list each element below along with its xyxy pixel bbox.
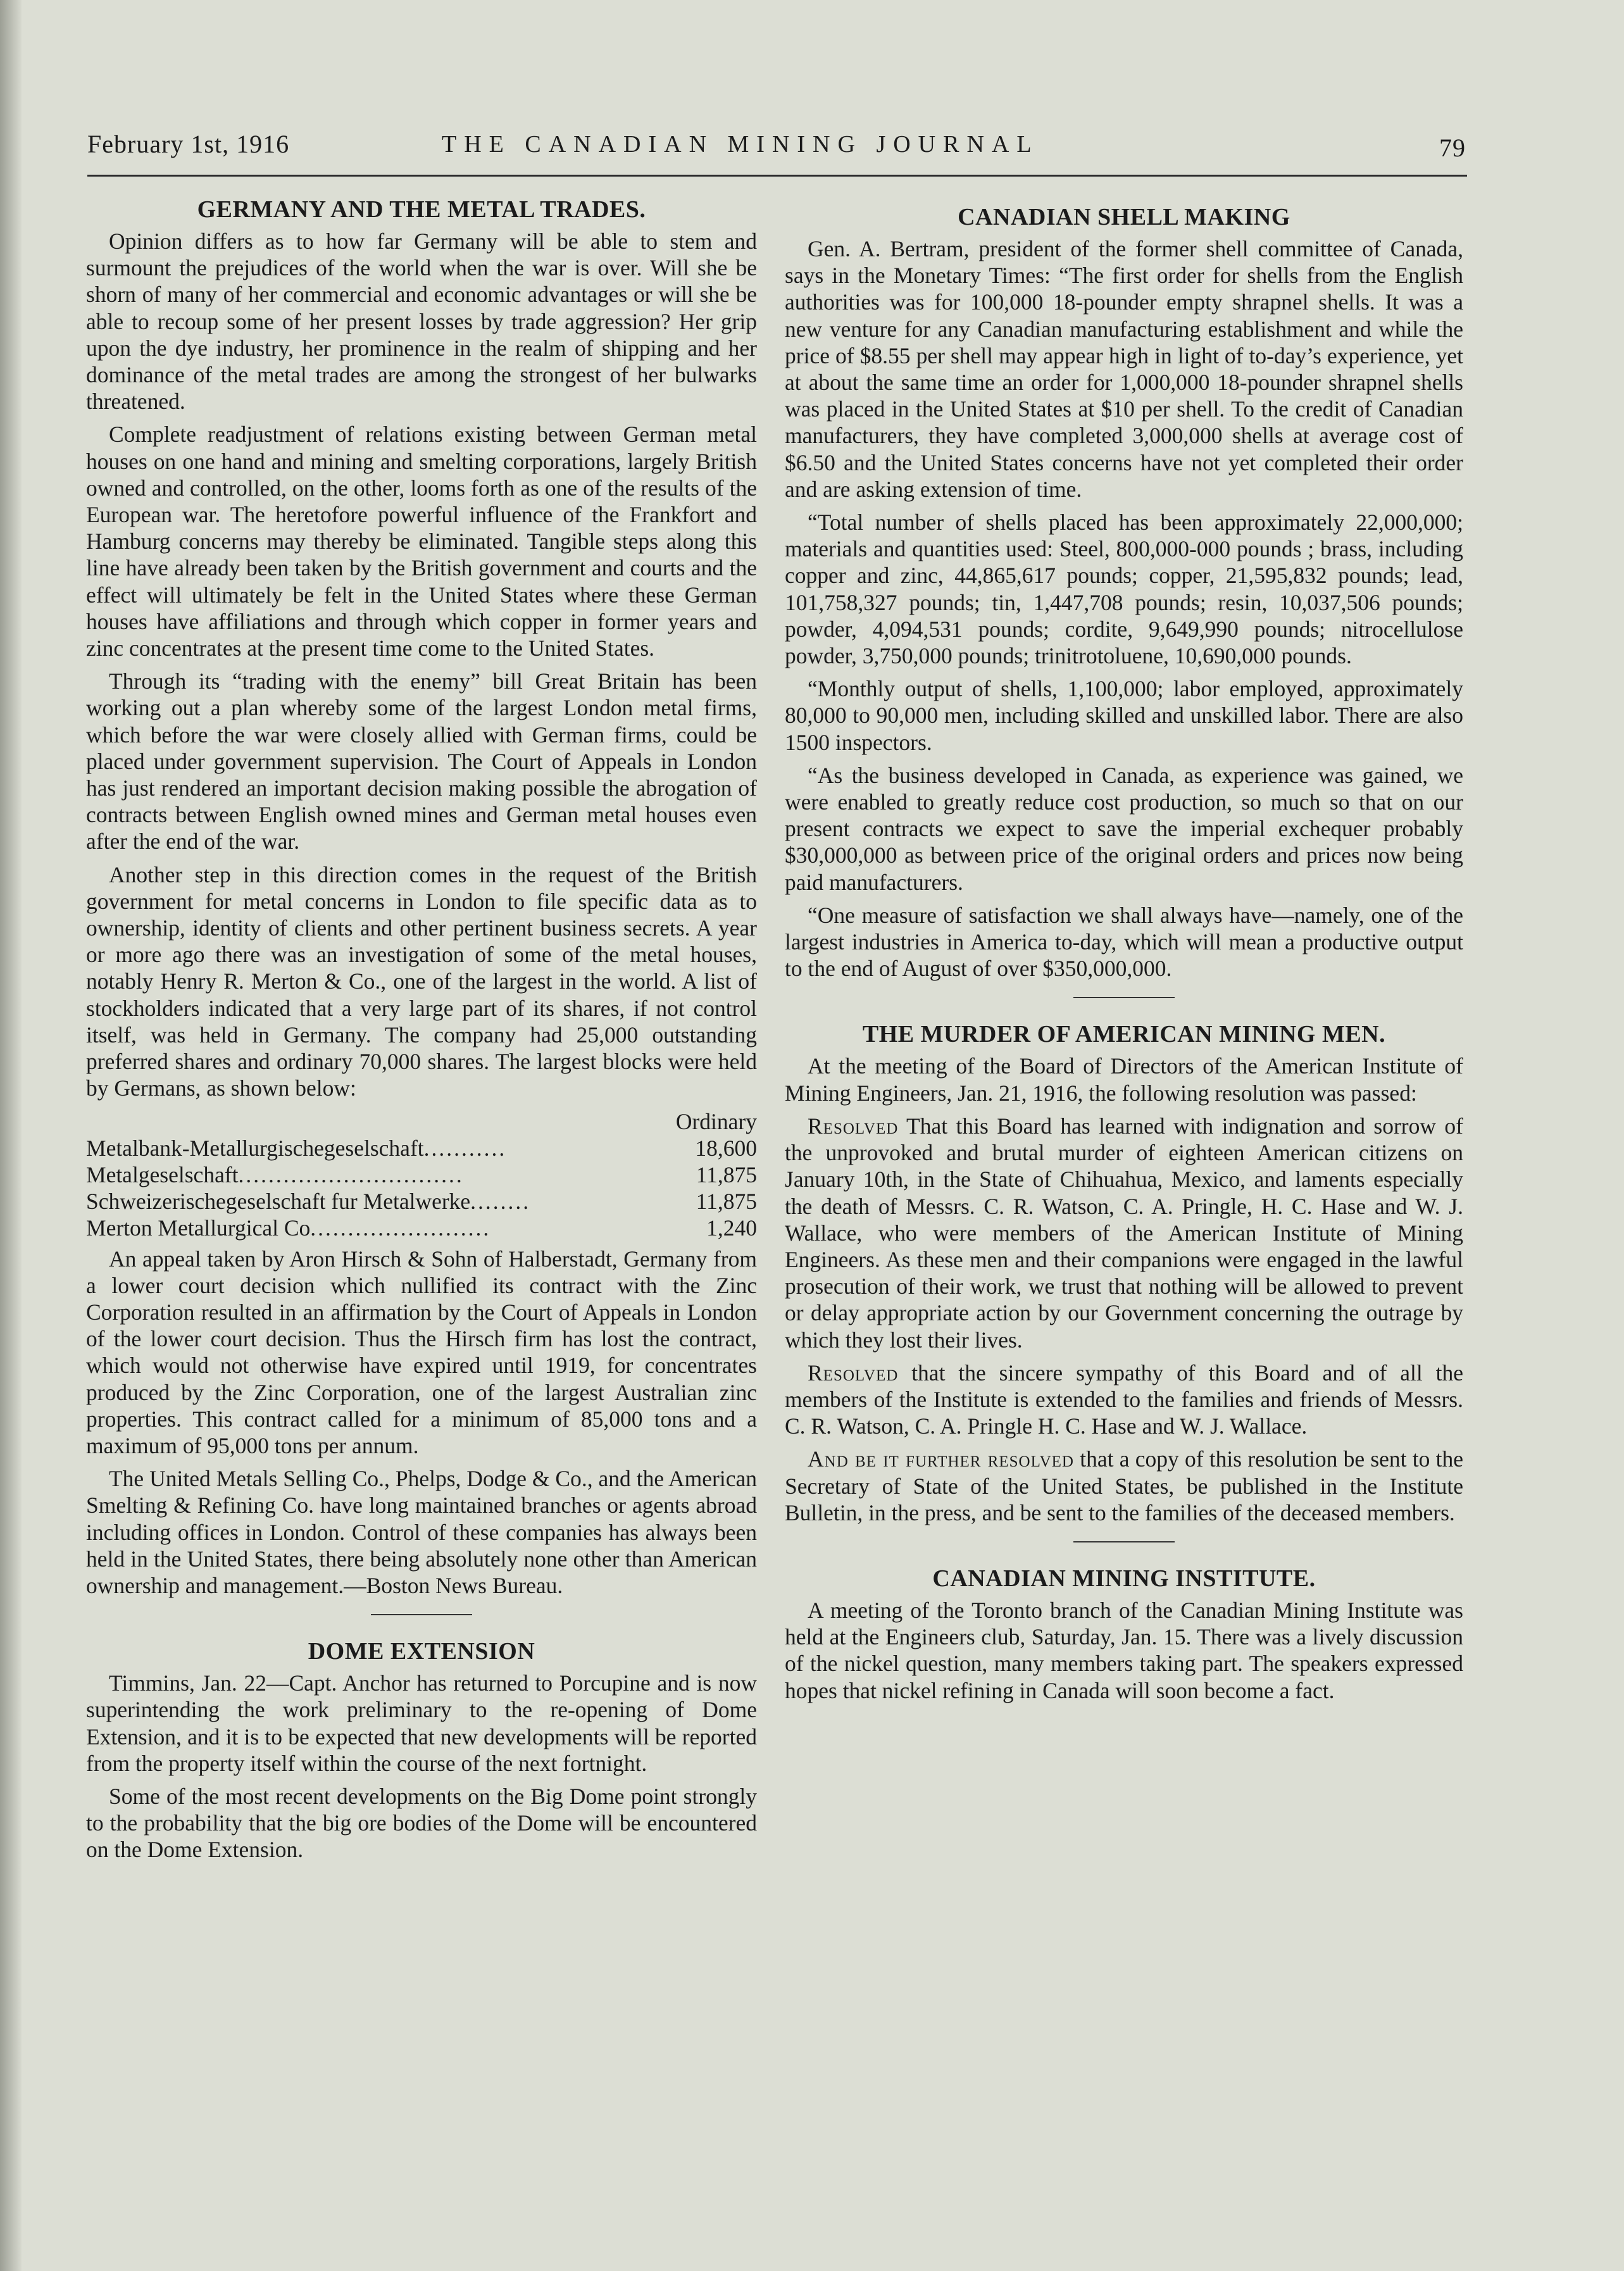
article-germany-metal-trades [86,195,757,1599]
holder-shares: 18,600 [695,1135,757,1161]
holder-name: Merton Metallurgical Co [86,1215,311,1241]
paragraph: “As the business developed in Canada, as experience was gained, we were enabled to greatly reduce cost production, so much so that on our present contracts we expect to save the imperial exchequer probably $30,000,000 as between price of the original orders and prices now being paid manufacturers. [785,762,1463,895]
paragraph: The United Metals Selling Co., Phelps, Dodge & Co., and the American Smelting & Refining Co. have long maintained branches or agents abroad including offices in London. Control of these companies has always been held in the United States, there being absolutely none other than American ownership and management.—Boston News Bureau. [86,1466,757,1598]
table-row [86,1188,757,1215]
journal-title: THE CANADIAN MINING JOURNAL [442,131,1039,158]
paragraph: “One measure of satisfaction we shall always have—namely, one of the largest industries in America to-day, which will mean a productive output to the end of August of over $350,000,000. [785,902,1463,982]
holder-name: Metalgeselschaft [86,1161,239,1187]
article-title: THE MURDER OF AMERICAN MINING MEN. [862,1021,1386,1048]
article-title: GERMANY AND THE METAL TRADES. [197,196,646,223]
leader-dots: ........... [423,1135,507,1161]
holder-name: Schweizerischegeselschaft fur Metalwerke [86,1189,471,1215]
resolution-text: That this Board has learned with indignation and sorrow of the unprovoked and brutal murder of eighteen American citizens on January 10th, in the State of Chihuahua, Mexico, and laments especially the death of Messrs. C. R. Watson, C. A. Pringle, H. C. Hase and W. J. Wallace, who were members of the American Institute of Mining Engineers. As these men and their companions were engaged in the lawful prosecution of their work, we trust that nothing will be allowed to prevent or delay appropriate action by our Government concerning the outrage by which they lost their lives. [785,1113,1463,1353]
left-column [86,190,757,1870]
header-rule [87,175,1467,177]
resolution-paragraph [785,1360,1463,1440]
leader-dots: ........ [470,1189,531,1215]
article-title: CANADIAN SHELL MAKING [958,204,1290,230]
paragraph: “Total number of shells placed has been approximately 22,000,000; materials and quantities used: Steel, 800,000-000 pounds ; brass, including copper and zinc, 44,865,617 pounds; copper, 21,595,832 pounds; lead, 101,758,327 pounds; tin, 1,447,708 pounds; resin, 10,037,506 pounds; powder, 4,094,531 pounds; cordite, 9,649,990 pounds; nitrocellulose powder, 3,750,000 pounds; trinitrotoluene, 10,690,000 pounds. [785,510,1463,669]
article-murder-of-mining-men [785,1020,1463,1525]
running-header [87,124,1466,162]
section-divider [1073,1541,1175,1542]
leader-dots: .............................. [238,1161,464,1187]
paragraph: Timmins, Jan. 22—Capt. Anchor has returned to Porcupine and is now superintending the work preliminary to the re-opening of Dome Extension, and it is to be expected that new developments will be reported from the property itself within the course of the next fortnight. [86,1670,757,1776]
holder-shares: 1,240 [706,1215,757,1241]
resolution-paragraph [785,1113,1463,1353]
right-column [785,197,1463,1710]
resolution-text: that a copy of this resolution be sent to the Secretary of State of the United States, be published in the Institute Bulletin, in the press, and be sent to the families of the deceased members. [785,1446,1464,1525]
paragraph: A meeting of the Toronto branch of the Canadian Mining Institute was held at the Engineers club, Saturday, Jan. 15. There was a lively discussion of the nickel question, many members taking part. The speakers expressed hopes that nickel refining in Canada will soon become a fact. [785,1597,1463,1703]
holder-shares: 11,875 [696,1189,757,1215]
paragraph: Some of the most recent developments on the Big Dome point strongly to the probability that the big ore bodies of the Dome will be encountered on the Dome Extension. [86,1783,757,1863]
resolution-paragraph [785,1446,1463,1526]
resolution-lead: Resolved [808,1360,899,1386]
paragraph: Opinion differs as to how far Germany will be able to stem and surmount the prejudices of the world when the war is over. Will she be shorn of many of her commercial and economic advantages or will she be able to recoup some of her present losses by trade aggression? Her grip upon the dye industry, her prominence in the realm of shipping and her dominance of the metal trades are among the strongest of her bulwarks threatened. [86,228,757,415]
paragraph: Another step in this direction comes in the request of the British government for metal concerns in London to file specific data as to ownership, identity of clients and other pertinent business secrets. A year or more ago there was an investigation of some of the metal houses, notably Henry R. Merton & Co., one of the largest in the world. A list of stockholders indicated that a very large part of its shares, if not control itself, was held in Germany. The company had 25,000 outstanding preferred shares and ordinary 70,000 shares. The largest blocks were held by Germans, as shown below: [86,861,757,1101]
paragraph: Gen. A. Bertram, president of the former shell committee of Canada, says in the Monetary Times: “The first order for shells from the English authorities was for 100,000 18-pounder empty shrapnel shells. It was a new venture for any Canadian manufacturing establishment and while the price of $8.55 per shell may appear high in light of to-day’s experience, yet at about the same time an order for 1,000,000 18-pounder shrapnel shells was placed in the United States at $10 per shell. To the credit of Canadian manufacturers, they have completed 3,000,000 shells at average cost of $6.50 and the United States concerns have not yet completed their order and are asking extension of time. [785,236,1463,502]
holder-name: Metalbank-Metallurgischegeselschaft [86,1135,424,1161]
paragraph: “Monthly output of shells, 1,100,000; labor employed, approximately 80,000 to 90,000 men, including skilled and unskilled labor. There are also 1500 inspectors. [785,676,1463,755]
article-canadian-mining-institute [785,1564,1463,1704]
table-row [86,1135,757,1161]
resolution-lead: Resolved [808,1113,899,1139]
shareholder-table [86,1108,757,1242]
paragraph: At the meeting of the Board of Directors of the American Institute of Mining Engineers, Jan. 21, 1916, the following resolution was passed: [785,1053,1463,1106]
article-canadian-shell-making [785,203,1463,982]
paragraph: Complete readjustment of relations existing between German metal houses on one hand and mining and smelting corporations, largely British owned and controlled, on the other, looms forth as one of the results of the European war. The heretofore powerful influence of the Frankfort and Hamburg concerns may thereby be eliminated. Tangible steps along this line have already been taken by the British government and courts and the effect will ultimately be felt in the United States where these German houses have affiliations and through which copper in former years and zinc concentrates at the present time come to the United States. [86,422,757,661]
section-divider [1073,997,1175,998]
table-row [86,1161,757,1188]
article-title: CANADIAN MINING INSTITUTE. [932,1565,1316,1592]
leader-dots: ........................ [310,1215,491,1241]
section-divider [371,1614,472,1615]
holder-shares: 11,875 [696,1161,757,1187]
page-binding-edge [0,0,22,2271]
paragraph: Through its “trading with the enemy” bill Great Britain has been working out a plan whereby some of the largest London metal firms, which before the war were closely allied with German firms, could be placed under government supervision. The Court of Appeals in London has just rendered an important decision making possible the abrogation of contracts between English owned mines and German metal houses even after the end of the war. [86,668,757,854]
paragraph: An appeal taken by Aron Hirsch & Sohn of Halberstadt, Germany from a lower court decision which nullified its contract with the Zinc Corporation resulted in an affirmation by the Court of Appeals in London of the lower court decision. Thus the Hirsch firm has lost the contract, which would not otherwise have expired until 1919, for concentrates produced by the Zinc Corporation, one of the largest Australian zinc properties. This contract called for a minimum of 85,000 tons and a maximum of 95,000 tons per annum. [86,1246,757,1458]
resolution-text: that the sincere sympathy of this Board and of all the members of the Institute is extended to the families and friends of Messrs. C. R. Watson, C. A. Pringle H. C. Hase and W. J. Wallace. [785,1360,1463,1439]
article-title: DOME EXTENSION [308,1638,535,1665]
article-dome-extension [86,1637,757,1863]
resolution-lead: And be it further resolved [808,1446,1074,1472]
page-number: 79 [1439,134,1466,162]
table-row [86,1215,757,1241]
table-header: Ordinary [675,1108,757,1134]
issue-date: February 1st, 1916 [87,130,290,158]
